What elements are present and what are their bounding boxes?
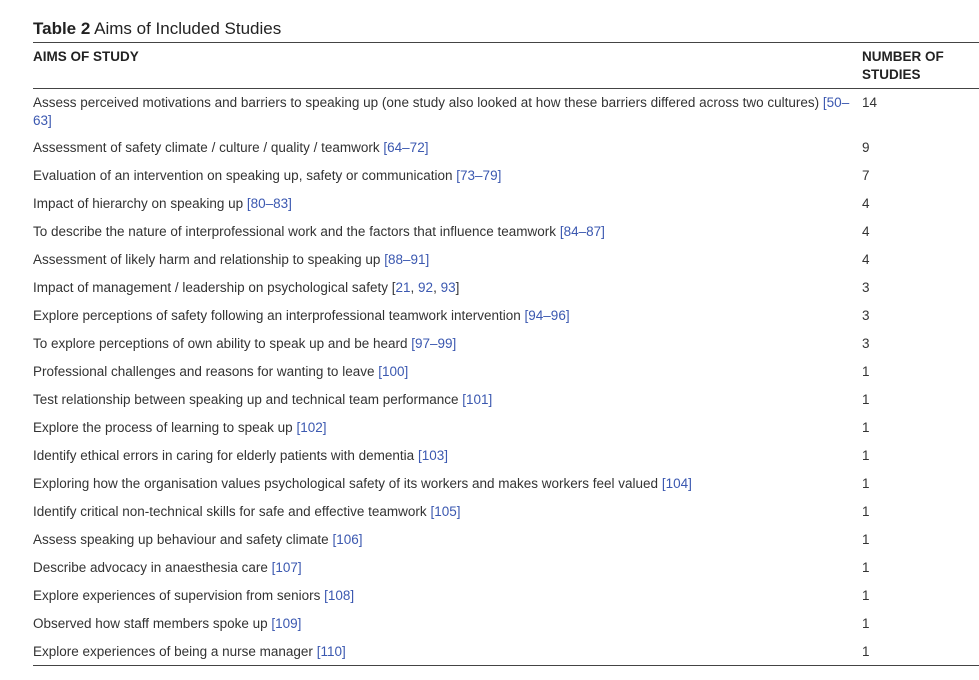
study-count: 7 [862,168,870,183]
column-header-aims: AIMS OF STUDY [33,49,139,64]
aim-text: Impact of management / leadership on psychological safety [33,280,388,295]
table-row [33,470,979,498]
aim-text: Identify ethical errors in caring for elderly patients with dementia [33,448,415,463]
aim-cell [33,610,862,638]
table-container [33,0,979,666]
reference-punctuation: ] [455,280,460,295]
aim-text: Explore experiences of supervision from seniors [33,588,321,603]
table-header-row [33,43,979,89]
aim-cell [33,89,862,135]
study-count: 1 [862,616,870,631]
table-row [33,414,979,442]
reference-link[interactable]: [80–83] [246,196,292,211]
aim-text: Explore experiences of being a nurse manager [33,644,313,659]
reference-link[interactable]: [110] [316,644,346,659]
reference-link[interactable]: [84–87] [559,224,605,239]
study-count: 1 [862,588,870,603]
reference-punctuation: , [410,280,419,295]
aims-table [33,42,979,666]
aim-cell [33,246,862,274]
table-row [33,89,979,135]
aim-text: Exploring how the organisation values psychological safety of its workers and makes workers feel valued [33,476,659,491]
aim-text: To describe the nature of interprofessional work and the factors that influence teamwork [33,224,557,239]
table-row [33,610,979,638]
aim-cell [33,218,862,246]
aim-text: Observed how staff members spoke up [33,616,268,631]
study-count: 1 [862,476,870,491]
reference-link[interactable]: [109] [271,616,302,631]
reference-punctuation: [ [391,280,396,295]
aim-cell [33,358,862,386]
column-header-number: NUMBER OF STUDIES [862,49,944,82]
reference-link[interactable]: [50–63] [33,95,850,128]
table-row [33,358,979,386]
aim-cell [33,638,862,666]
study-count: 14 [862,95,878,110]
aim-cell [33,470,862,498]
reference-link[interactable]: [97–99] [411,336,457,351]
table-row [33,582,979,610]
table-body [33,89,979,666]
aim-text: Evaluation of an intervention on speaking up, safety or communication [33,168,453,183]
aim-cell [33,302,862,330]
reference-link[interactable]: [94–96] [524,308,570,323]
aim-cell [33,274,862,302]
table-row [33,302,979,330]
study-count: 1 [862,638,979,666]
aim-text: Professional challenges and reasons for wanting to leave [33,364,375,379]
reference-link[interactable]: [106] [332,532,363,547]
aim-text: Assess speaking up behaviour and safety climate [33,532,329,547]
aim-text: Explore the process of learning to speak up [33,420,293,435]
aim-cell [33,190,862,218]
table-row [33,554,979,582]
aim-cell [33,386,862,414]
table-row [33,218,979,246]
aim-cell [33,162,862,190]
aim-text: Describe advocacy in anaesthesia care [33,560,268,575]
reference-link[interactable]: [88–91] [384,252,430,267]
aim-cell [33,330,862,358]
reference-link[interactable]: 92 [418,280,434,295]
table-row [33,274,979,302]
aim-cell [33,414,862,442]
reference-punctuation: , [433,280,441,295]
study-count: 4 [862,196,870,211]
study-count: 1 [862,532,870,547]
study-count: 1 [862,420,870,435]
aim-cell [33,498,862,526]
reference-link[interactable]: [103] [417,448,448,463]
study-count: 4 [862,224,870,239]
reference-link[interactable]: [100] [378,364,409,379]
study-count: 3 [862,308,870,323]
reference-link[interactable]: [73–79] [456,168,502,183]
reference-link[interactable]: 93 [440,280,456,295]
reference-link[interactable]: [108] [324,588,355,603]
reference-link[interactable]: [101] [462,392,493,407]
table-caption [33,18,979,40]
aim-text: Assessment of likely harm and relationship to speaking up [33,252,381,267]
study-count: 4 [862,252,870,267]
table-row [33,246,979,274]
table-title: Aims of Included Studies [94,19,282,38]
table-row [33,330,979,358]
study-count: 1 [862,392,870,407]
table-row [33,498,979,526]
table-row [33,190,979,218]
table-row [33,526,979,554]
reference-link[interactable]: [104] [661,476,692,491]
reference-link[interactable]: 21 [395,280,411,295]
reference-link[interactable]: [102] [296,420,327,435]
table-row [33,162,979,190]
study-count: 1 [862,560,870,575]
aim-text: Identify critical non-technical skills for safe and effective teamwork [33,504,427,519]
table-row [33,386,979,414]
aim-text: Assess perceived motivations and barriers to speaking up (one study also looked at how these barriers differed across two cultures) [33,95,820,110]
aim-text: Test relationship between speaking up and technical team performance [33,392,459,407]
study-count: 1 [862,504,870,519]
table-row [33,134,979,162]
study-count: 3 [862,280,870,295]
aim-text: Impact of hierarchy on speaking up [33,196,244,211]
table-row [33,638,979,666]
aim-cell [33,442,862,470]
study-count: 9 [862,140,870,155]
aim-text: To explore perceptions of own ability to speak up and be heard [33,336,408,351]
aim-cell [33,526,862,554]
aim-cell [33,554,862,582]
table-row [33,442,979,470]
table-label: Table 2 [33,19,91,38]
study-count: 3 [862,336,870,351]
study-count: 1 [862,448,870,463]
reference-link[interactable]: [107] [271,560,302,575]
reference-link[interactable]: [64–72] [383,140,429,155]
aim-text: Explore perceptions of safety following an interprofessional teamwork intervention [33,308,521,323]
aim-cell [33,134,862,162]
reference-link[interactable]: [105] [430,504,461,519]
aim-text: Assessment of safety climate / culture / quality / teamwork [33,140,380,155]
aim-cell [33,582,862,610]
study-count: 1 [862,364,870,379]
